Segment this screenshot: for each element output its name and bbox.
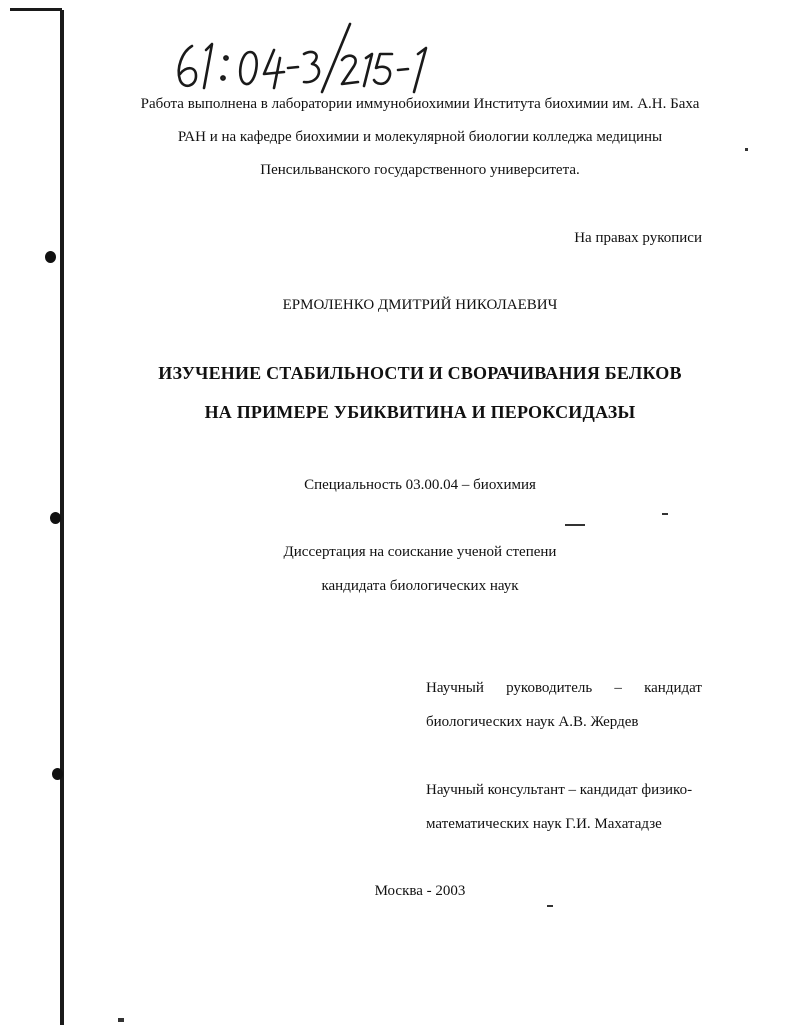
institution-line-1: Работа выполнена в лаборатории иммунобиохимии Института биохимии им. А.Н. Баха [140,96,700,112]
scan-speck [662,513,668,515]
punch-hole-1 [45,251,56,263]
scan-speck [547,905,553,907]
manuscript-rights: На правах рукописи [574,230,702,246]
institution-line-3: Пенсильванского государственного университета. [260,162,580,178]
scan-speck [118,1018,124,1022]
supervisor-line-1 [426,679,702,697]
thesis-title-line-2: НА ПРИМЕРЕ УБИКВИТИНА И ПЕРОКСИДАЗЫ [204,402,636,422]
scan-edge-top [10,8,62,11]
degree-line-1: Диссертация на соискание ученой степени [283,544,557,560]
specialty: Специальность 03.00.04 – биохимия [304,477,536,493]
punch-hole-3 [52,768,63,780]
supervisor-dash: – [614,680,622,696]
supervisor-word-1: Научный [426,680,484,696]
city-year: Москва - 2003 [374,883,466,899]
punch-hole-2 [50,512,61,524]
degree-line-2: кандидата биологических наук [321,578,519,594]
scan-speck [745,148,748,151]
consultant-line-1: Научный консультант – кандидат физико- [426,782,693,798]
scan-speck [565,524,585,526]
supervisor-word-4: кандидат [644,680,702,696]
supervisor-word-2: руководитель [506,680,593,696]
author-name: ЕРМОЛЕНКО ДМИТРИЙ НИКОЛАЕВИЧ [282,297,558,313]
institution-line-2: РАН и на кафедре биохимии и молекулярной биологии колледжа медицины [177,129,663,145]
thesis-title-line-1: ИЗУЧЕНИЕ СТАБИЛЬНОСТИ И СВОРАЧИВАНИЯ БЕЛКОВ [158,363,682,383]
supervisor-line-2: биологических наук А.В. Жердев [426,714,639,730]
consultant-line-2: математических наук Г.И. Махатадзе [426,816,662,832]
handwritten-archive-code [170,20,440,95]
